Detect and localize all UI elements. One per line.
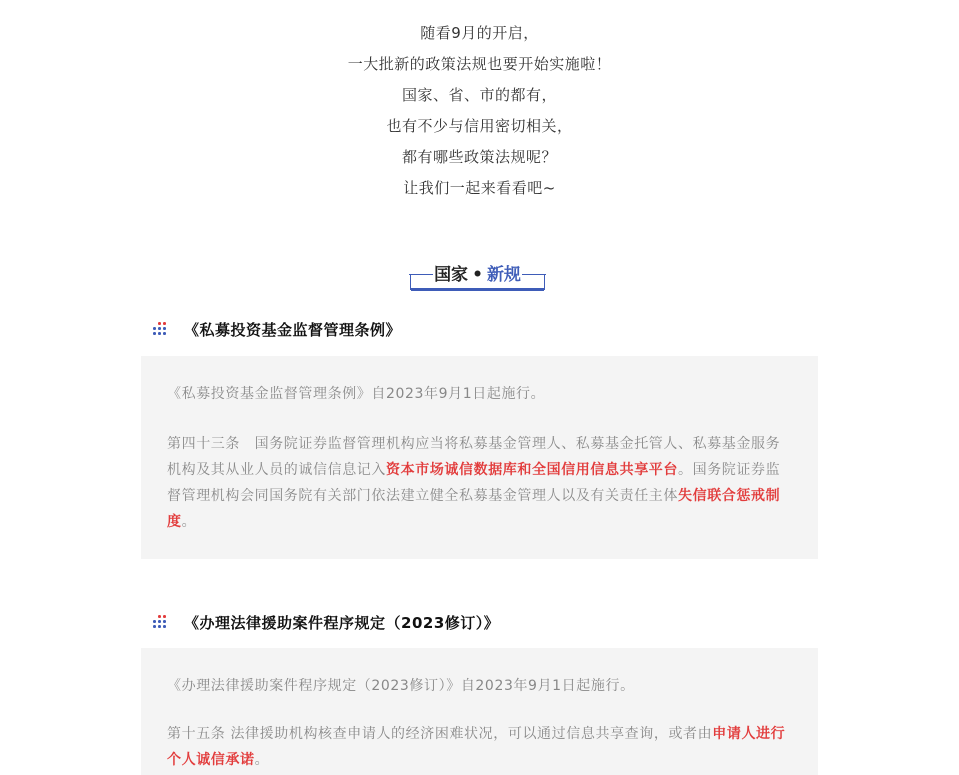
intro-line: 国家、省、市的都有， xyxy=(401,86,557,104)
law-effective-date: 《私募投资基金监督管理条例》自2023年9月1日起施行。 xyxy=(167,386,546,402)
dots-grid-icon xyxy=(152,614,168,630)
law-heading xyxy=(152,318,401,340)
law-effective-date: 《办理法律援助案件程序规定（2023修订）》自2023年9月1日起施行。 xyxy=(167,678,635,694)
article-highlight: 资本市场诚信数据库和全国信用信息共享平台 xyxy=(386,462,678,478)
dots-grid-icon xyxy=(152,321,168,337)
law-content-box xyxy=(141,648,818,775)
law-article xyxy=(167,431,792,535)
section-title-text xyxy=(409,262,546,288)
article-text: 第四十三条 国务院证券监督管理机构应当将私募基金管理人、私募基金托管人、私募基金服务机构及其从业人员的诚信信息记入 xyxy=(167,436,781,478)
intro-line: 都有哪些政策法规呢？ xyxy=(401,148,557,166)
section-title-prefix: 国家 xyxy=(434,265,469,285)
law-heading xyxy=(152,611,499,633)
intro-text xyxy=(0,18,959,204)
law-title: 《办理法律援助案件程序规定（2023修订）》 xyxy=(184,613,500,632)
law-article xyxy=(167,721,792,773)
intro-line: 也有不少与信用密切相关， xyxy=(386,117,573,135)
law-title: 《私募投资基金监督管理条例》 xyxy=(184,320,402,339)
section-title-separator: • xyxy=(472,265,483,285)
section-title-accent: 新规 xyxy=(486,265,521,285)
law-content-box xyxy=(141,356,818,559)
article-highlight: 申请人进行个人诚信承诺 xyxy=(167,726,786,768)
article-text: 。国务院证券监督管理机构会同国务院有关部门依法建立健全私募基金管理人以及有关责任主体 xyxy=(167,462,781,504)
title-underline xyxy=(411,288,544,291)
intro-line: 一大批新的政策法规也要开始实施啦！ xyxy=(347,55,612,73)
article-highlight: 失信联合惩戒制度 xyxy=(167,488,781,530)
article-text: 。 xyxy=(254,752,270,768)
section-title xyxy=(409,262,546,292)
article-text: 第十五条 法律援助机构核查申请人的经济困难状况，可以通过信息共享查询，或者由 xyxy=(167,726,713,742)
article-text: 。 xyxy=(181,514,197,530)
intro-line: 随看9月的开启， xyxy=(420,24,539,42)
intro-line: 让我们一起来看看吧~ xyxy=(403,179,556,197)
